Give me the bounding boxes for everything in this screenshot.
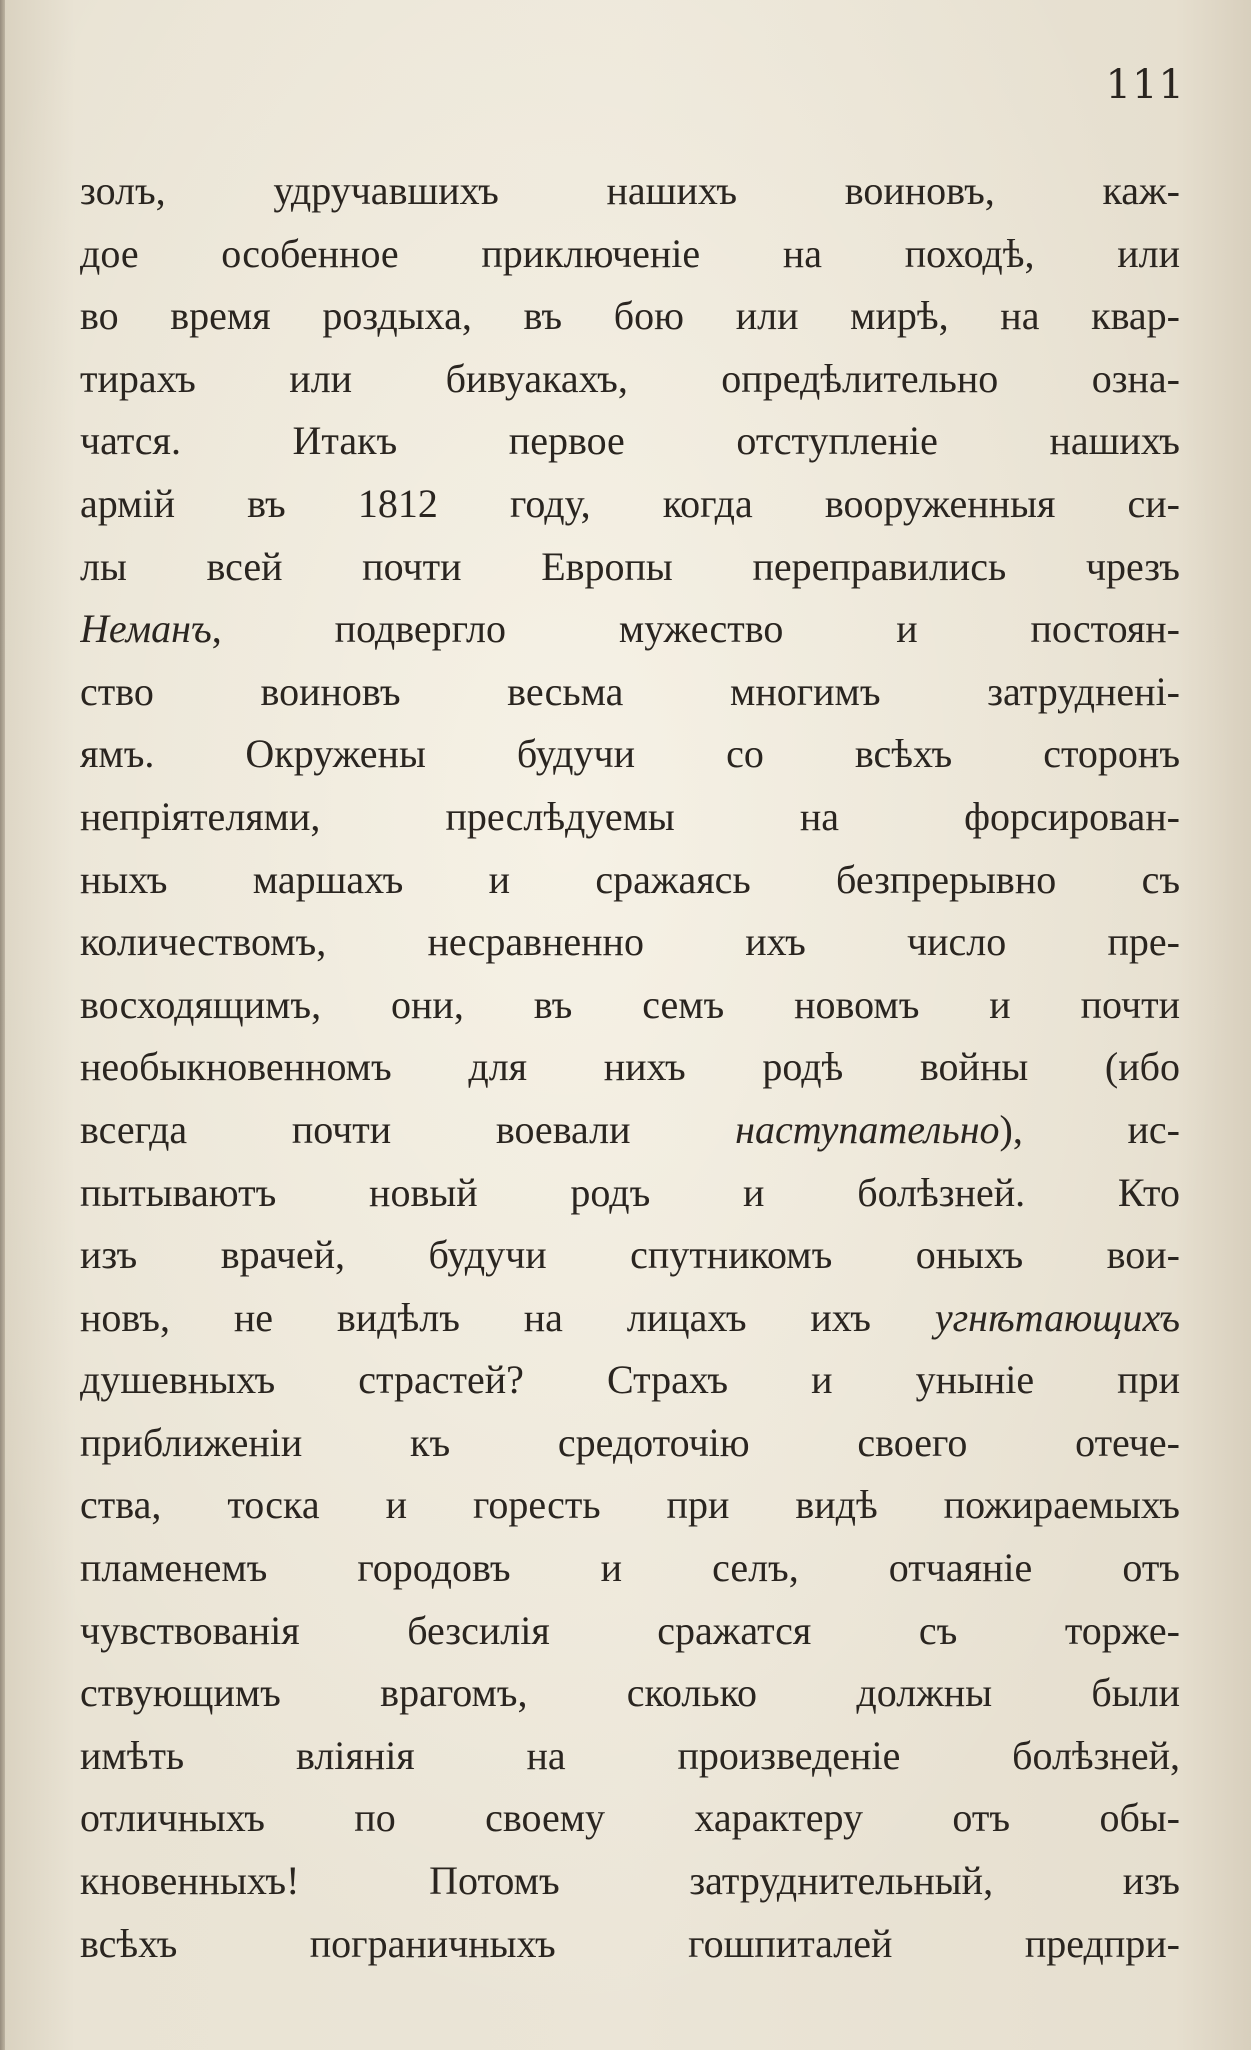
text-segment: чувствованія безсилія сражатся съ торже- bbox=[80, 1607, 1180, 1653]
text-line bbox=[80, 1725, 1180, 1788]
text-line bbox=[80, 1287, 1180, 1350]
text-segment: чатся. Итакъ первое отступленіе нашихъ bbox=[80, 418, 1180, 464]
text-segment: всѣхъ пограничныхъ гошпиталей предпри- bbox=[80, 1920, 1180, 1966]
text-segment: пламенемъ городовъ и селъ, отчаяніе отъ bbox=[80, 1545, 1180, 1591]
text-line bbox=[80, 1412, 1180, 1475]
text-segment: новъ, не видѣлъ на лицахъ ихъ bbox=[80, 1294, 935, 1340]
text-segment: ), ис- bbox=[999, 1106, 1180, 1152]
text-segment: ствующимъ врагомъ, сколько должны были bbox=[80, 1670, 1180, 1716]
text-segment: непріятелями, преслѣдуемы на форсирован- bbox=[80, 793, 1180, 839]
text-line bbox=[80, 1474, 1180, 1537]
text-segment: лы всей почти Европы переправились чрезъ bbox=[80, 543, 1180, 589]
text-segment: пытываютъ новый родъ и болѣзней. Кто bbox=[80, 1169, 1180, 1215]
text-line bbox=[80, 410, 1180, 473]
text-segment: восходящимъ, они, въ семъ новомъ и почти bbox=[80, 981, 1180, 1027]
text-line bbox=[80, 786, 1180, 849]
text-segment: количествомъ, несравненно ихъ число пре- bbox=[80, 919, 1180, 965]
text-line bbox=[80, 723, 1180, 786]
text-segment: приближеніи къ средоточію своего отече- bbox=[80, 1419, 1180, 1465]
text-line bbox=[80, 160, 1180, 223]
text-segment: , подвергло мужество и постоян- bbox=[211, 606, 1180, 652]
text-segment: во время роздыха, въ бою или мирѣ, на квар- bbox=[80, 293, 1180, 339]
text-segment: имѣть вліянія на произведеніе болѣзней, bbox=[80, 1732, 1180, 1778]
page-number: 111 bbox=[1105, 62, 1185, 108]
body-text bbox=[80, 160, 1180, 1975]
italic-text: Неманъ bbox=[80, 606, 212, 652]
text-line bbox=[80, 348, 1180, 411]
text-line bbox=[80, 285, 1180, 348]
text-line bbox=[80, 1162, 1180, 1225]
text-segment: всегда почти воевали bbox=[80, 1106, 736, 1152]
text-line bbox=[80, 1662, 1180, 1725]
text-line bbox=[80, 536, 1180, 599]
text-line bbox=[80, 1349, 1180, 1412]
text-line bbox=[80, 1600, 1180, 1663]
text-segment: ямъ. Окружены будучи со всѣхъ сторонъ bbox=[80, 731, 1180, 777]
text-segment: ства, тоска и горесть при видѣ пожираемыхъ bbox=[80, 1482, 1180, 1528]
text-line bbox=[80, 974, 1180, 1037]
italic-text: угнѣтающихъ bbox=[934, 1294, 1180, 1340]
text-segment: отличныхъ по своему характеру отъ обы- bbox=[80, 1795, 1180, 1841]
text-line bbox=[80, 1787, 1180, 1850]
text-segment: ныхъ маршахъ и сражаясь безпрерывно съ bbox=[80, 856, 1180, 902]
text-line bbox=[80, 911, 1180, 974]
text-line bbox=[80, 473, 1180, 536]
text-segment: дое особенное приключеніе на походѣ, или bbox=[80, 230, 1180, 276]
text-segment: армій въ 1812 году, когда вооруженныя си- bbox=[80, 480, 1180, 526]
text-segment: кновенныхъ! Потомъ затруднительный, изъ bbox=[80, 1858, 1180, 1904]
text-segment: тирахъ или бивуакахъ, опредѣлительно озна- bbox=[80, 355, 1180, 401]
italic-text: наступательно bbox=[735, 1106, 1000, 1152]
text-segment: душевныхъ страстей? Страхъ и уныніе при bbox=[80, 1357, 1180, 1403]
text-line bbox=[80, 598, 1180, 661]
text-line bbox=[80, 1850, 1180, 1913]
text-line bbox=[80, 1537, 1180, 1600]
text-line bbox=[80, 1099, 1180, 1162]
text-segment: необыкновенномъ для нихъ родѣ войны (ибо bbox=[80, 1044, 1180, 1090]
text-line bbox=[80, 223, 1180, 286]
text-line bbox=[80, 849, 1180, 912]
text-segment: ство воиновъ весьма многимъ затруднені- bbox=[80, 668, 1180, 714]
text-segment: золъ, удручавшихъ нашихъ воиновъ, каж- bbox=[80, 168, 1180, 213]
text-line bbox=[80, 661, 1180, 724]
text-line bbox=[80, 1913, 1180, 1976]
page-binding-edge bbox=[0, 0, 5, 2050]
text-segment: изъ врачей, будучи спутникомъ оныхъ вои- bbox=[80, 1232, 1180, 1278]
text-line bbox=[80, 1036, 1180, 1099]
text-line bbox=[80, 1224, 1180, 1287]
